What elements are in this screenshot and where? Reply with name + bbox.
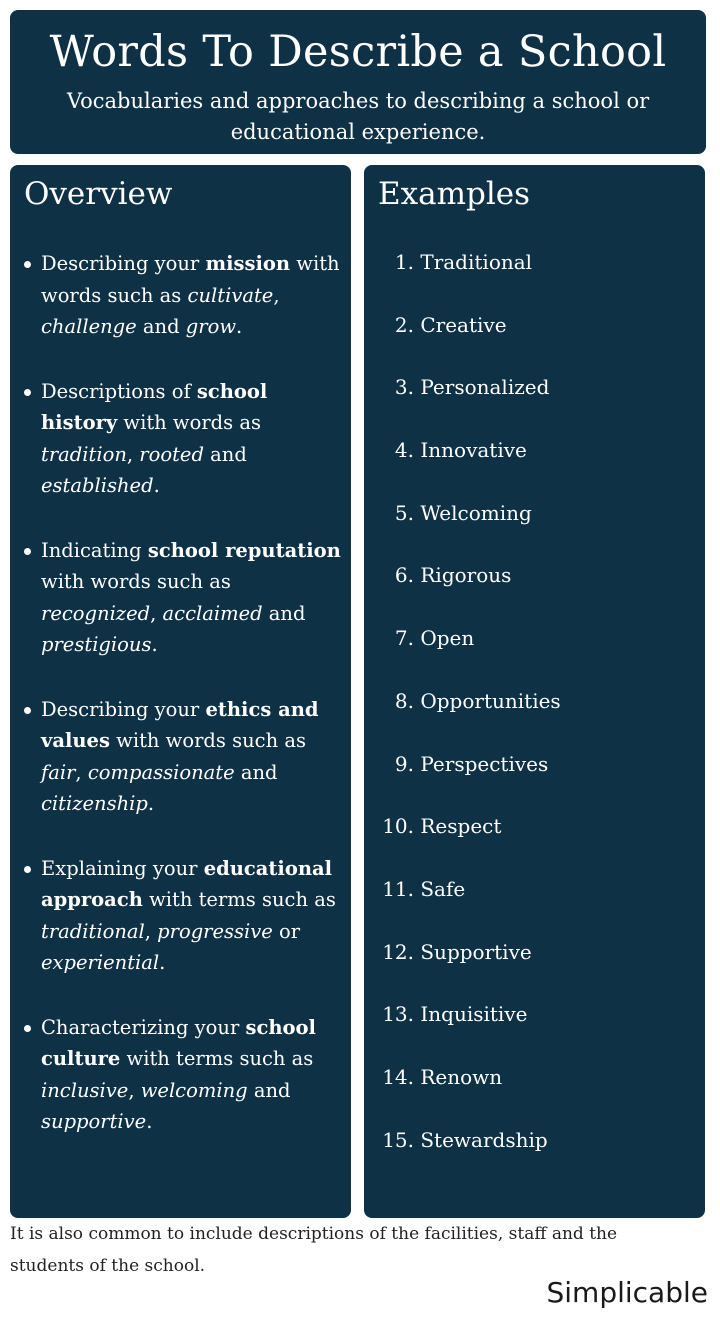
overview-item: [24, 853, 343, 979]
bullet-icon: [24, 866, 31, 873]
example-word: Inquisitive: [420, 1002, 528, 1027]
example-item: [364, 1125, 705, 1188]
example-word: Welcoming: [420, 500, 532, 525]
example-number: 1.: [394, 250, 414, 274]
overview-text-segment: prestigious: [41, 633, 152, 656]
overview-heading: Overview: [24, 176, 173, 212]
overview-text-segment: school reputation: [147, 538, 341, 562]
overview-text-segment: .: [146, 1110, 153, 1133]
overview-text-segment: ,: [144, 919, 158, 943]
overview-text-segment: rooted: [139, 442, 204, 466]
example-word: Creative: [420, 312, 507, 337]
bullet-icon: [24, 261, 31, 268]
overview-text-segment: and: [247, 1078, 291, 1102]
example-word: Supportive: [420, 939, 532, 964]
footer-note: It is also common to include descriptions of the facilities, staff and the students of the school.: [10, 1224, 618, 1276]
example-number: 15.: [382, 1127, 414, 1152]
overview-text-segment: established: [41, 474, 154, 497]
overview-item: [24, 694, 343, 820]
bullet-icon: [24, 548, 31, 555]
example-word: Perspectives: [420, 751, 549, 776]
overview-text-segment: ,: [128, 1078, 141, 1102]
examples-panel: [364, 165, 705, 1218]
overview-text-segment: and: [234, 760, 278, 784]
overview-text-segment: ,: [75, 760, 88, 784]
overview-item: [24, 376, 343, 502]
overview-text-segment: and: [203, 442, 247, 466]
overview-text-segment: school history: [41, 379, 268, 434]
overview-text-segment: and: [136, 315, 186, 338]
example-item: [364, 749, 705, 812]
examples-list: [364, 214, 705, 1187]
overview-list: [10, 214, 351, 1138]
page-title: Words To Describe a School: [49, 27, 667, 77]
overview-text-segment: recognized: [41, 601, 151, 625]
overview-text-segment: ,: [150, 601, 163, 625]
overview-text-segment: ,: [126, 442, 140, 466]
bullet-icon: [24, 707, 31, 714]
example-number: 9.: [394, 751, 414, 776]
example-number: 7.: [394, 626, 414, 651]
overview-text-segment: challenge: [41, 315, 137, 338]
bullet-icon: [24, 1025, 31, 1032]
overview-text-segment: with terms such as: [142, 888, 336, 911]
example-word: Traditional: [420, 250, 533, 274]
example-number: 2.: [394, 312, 414, 337]
overview-text-segment: Describing your: [41, 252, 206, 275]
example-word: Personalized: [420, 375, 550, 400]
overview-text-segment: Describing your: [41, 697, 206, 721]
example-number: 14.: [382, 1064, 414, 1089]
example-item: [364, 874, 705, 937]
example-number: 4.: [394, 438, 414, 463]
example-word: Stewardship: [420, 1127, 548, 1152]
example-item: [364, 435, 705, 498]
overview-text-segment: Indicating: [41, 538, 148, 562]
overview-text-segment: .: [159, 951, 166, 974]
overview-text-segment: .: [153, 474, 160, 497]
bullet-icon: [24, 389, 31, 396]
overview-text-segment: supportive: [41, 1110, 147, 1133]
overview-text-segment: progressive: [157, 919, 273, 943]
overview-text-segment: Descriptions of: [41, 379, 197, 403]
example-item: [364, 937, 705, 1000]
example-item: [364, 686, 705, 749]
overview-text-segment: .: [236, 315, 243, 338]
example-word: Rigorous: [420, 563, 512, 588]
overview-text-segment: compassionate: [87, 760, 235, 784]
example-item: [364, 623, 705, 686]
example-item: [364, 372, 705, 435]
overview-text-segment: experiential: [41, 951, 160, 974]
overview-text-segment: school culture: [41, 1015, 316, 1070]
overview-text-segment: cultivate: [187, 283, 274, 307]
example-word: Respect: [420, 814, 502, 839]
example-number: 6.: [394, 563, 414, 588]
overview-text-segment: Explaining your: [41, 856, 204, 880]
overview-text-segment: inclusive: [41, 1078, 129, 1102]
example-item: [364, 999, 705, 1062]
overview-text-segment: ethics and values: [41, 697, 319, 752]
example-item: [364, 310, 705, 373]
example-item: [364, 247, 705, 310]
brand-logo: Simplicable: [546, 1276, 708, 1309]
overview-text-segment: with terms such as: [120, 1047, 314, 1070]
examples-heading: Examples: [378, 176, 531, 212]
overview-item: [24, 535, 343, 661]
overview-text-segment: citizenship: [41, 792, 148, 815]
overview-text-segment: fair: [41, 760, 76, 784]
example-item: [364, 498, 705, 561]
overview-text-segment: with words such as: [109, 729, 306, 752]
overview-text-segment: ,: [273, 283, 280, 307]
overview-text-segment: or: [272, 919, 301, 943]
overview-text-segment: .: [147, 792, 155, 815]
overview-text-segment: tradition: [41, 442, 127, 466]
example-word: Innovative: [420, 438, 527, 463]
overview-item: [24, 1012, 343, 1138]
overview-text-segment: and: [262, 601, 306, 625]
example-item: [364, 811, 705, 874]
example-word: Open: [420, 626, 475, 651]
example-word: Safe: [420, 876, 466, 901]
example-word: Opportunities: [420, 688, 561, 713]
overview-text-segment: .: [151, 633, 158, 656]
example-item: [364, 1062, 705, 1125]
example-number: 8.: [394, 688, 414, 713]
example-number: 10.: [382, 814, 414, 839]
example-number: 5.: [394, 500, 414, 525]
example-word: Renown: [420, 1064, 503, 1089]
example-number: 3.: [394, 375, 414, 400]
overview-text-segment: Characterizing your: [41, 1015, 246, 1039]
title-banner: [10, 10, 706, 154]
example-number: 12.: [382, 939, 414, 964]
overview-text-segment: educational approach: [41, 856, 333, 911]
overview-text-segment: with words as: [117, 411, 261, 434]
overview-item: [24, 248, 343, 343]
overview-text-segment: mission: [205, 252, 291, 275]
example-item: [364, 560, 705, 623]
example-number: 11.: [382, 876, 414, 901]
overview-text-segment: welcoming: [140, 1078, 248, 1102]
overview-panel: [10, 165, 351, 1218]
example-number: 13.: [382, 1002, 414, 1027]
overview-text-segment: with words such as: [41, 570, 231, 593]
overview-text-segment: traditional: [41, 919, 145, 943]
overview-text-segment: with words such as: [41, 252, 340, 307]
page-subtitle: Vocabularies and approaches to describing a school or educational experience.: [66, 89, 650, 144]
overview-text-segment: acclaimed: [162, 601, 263, 625]
overview-text-segment: grow: [185, 315, 237, 338]
